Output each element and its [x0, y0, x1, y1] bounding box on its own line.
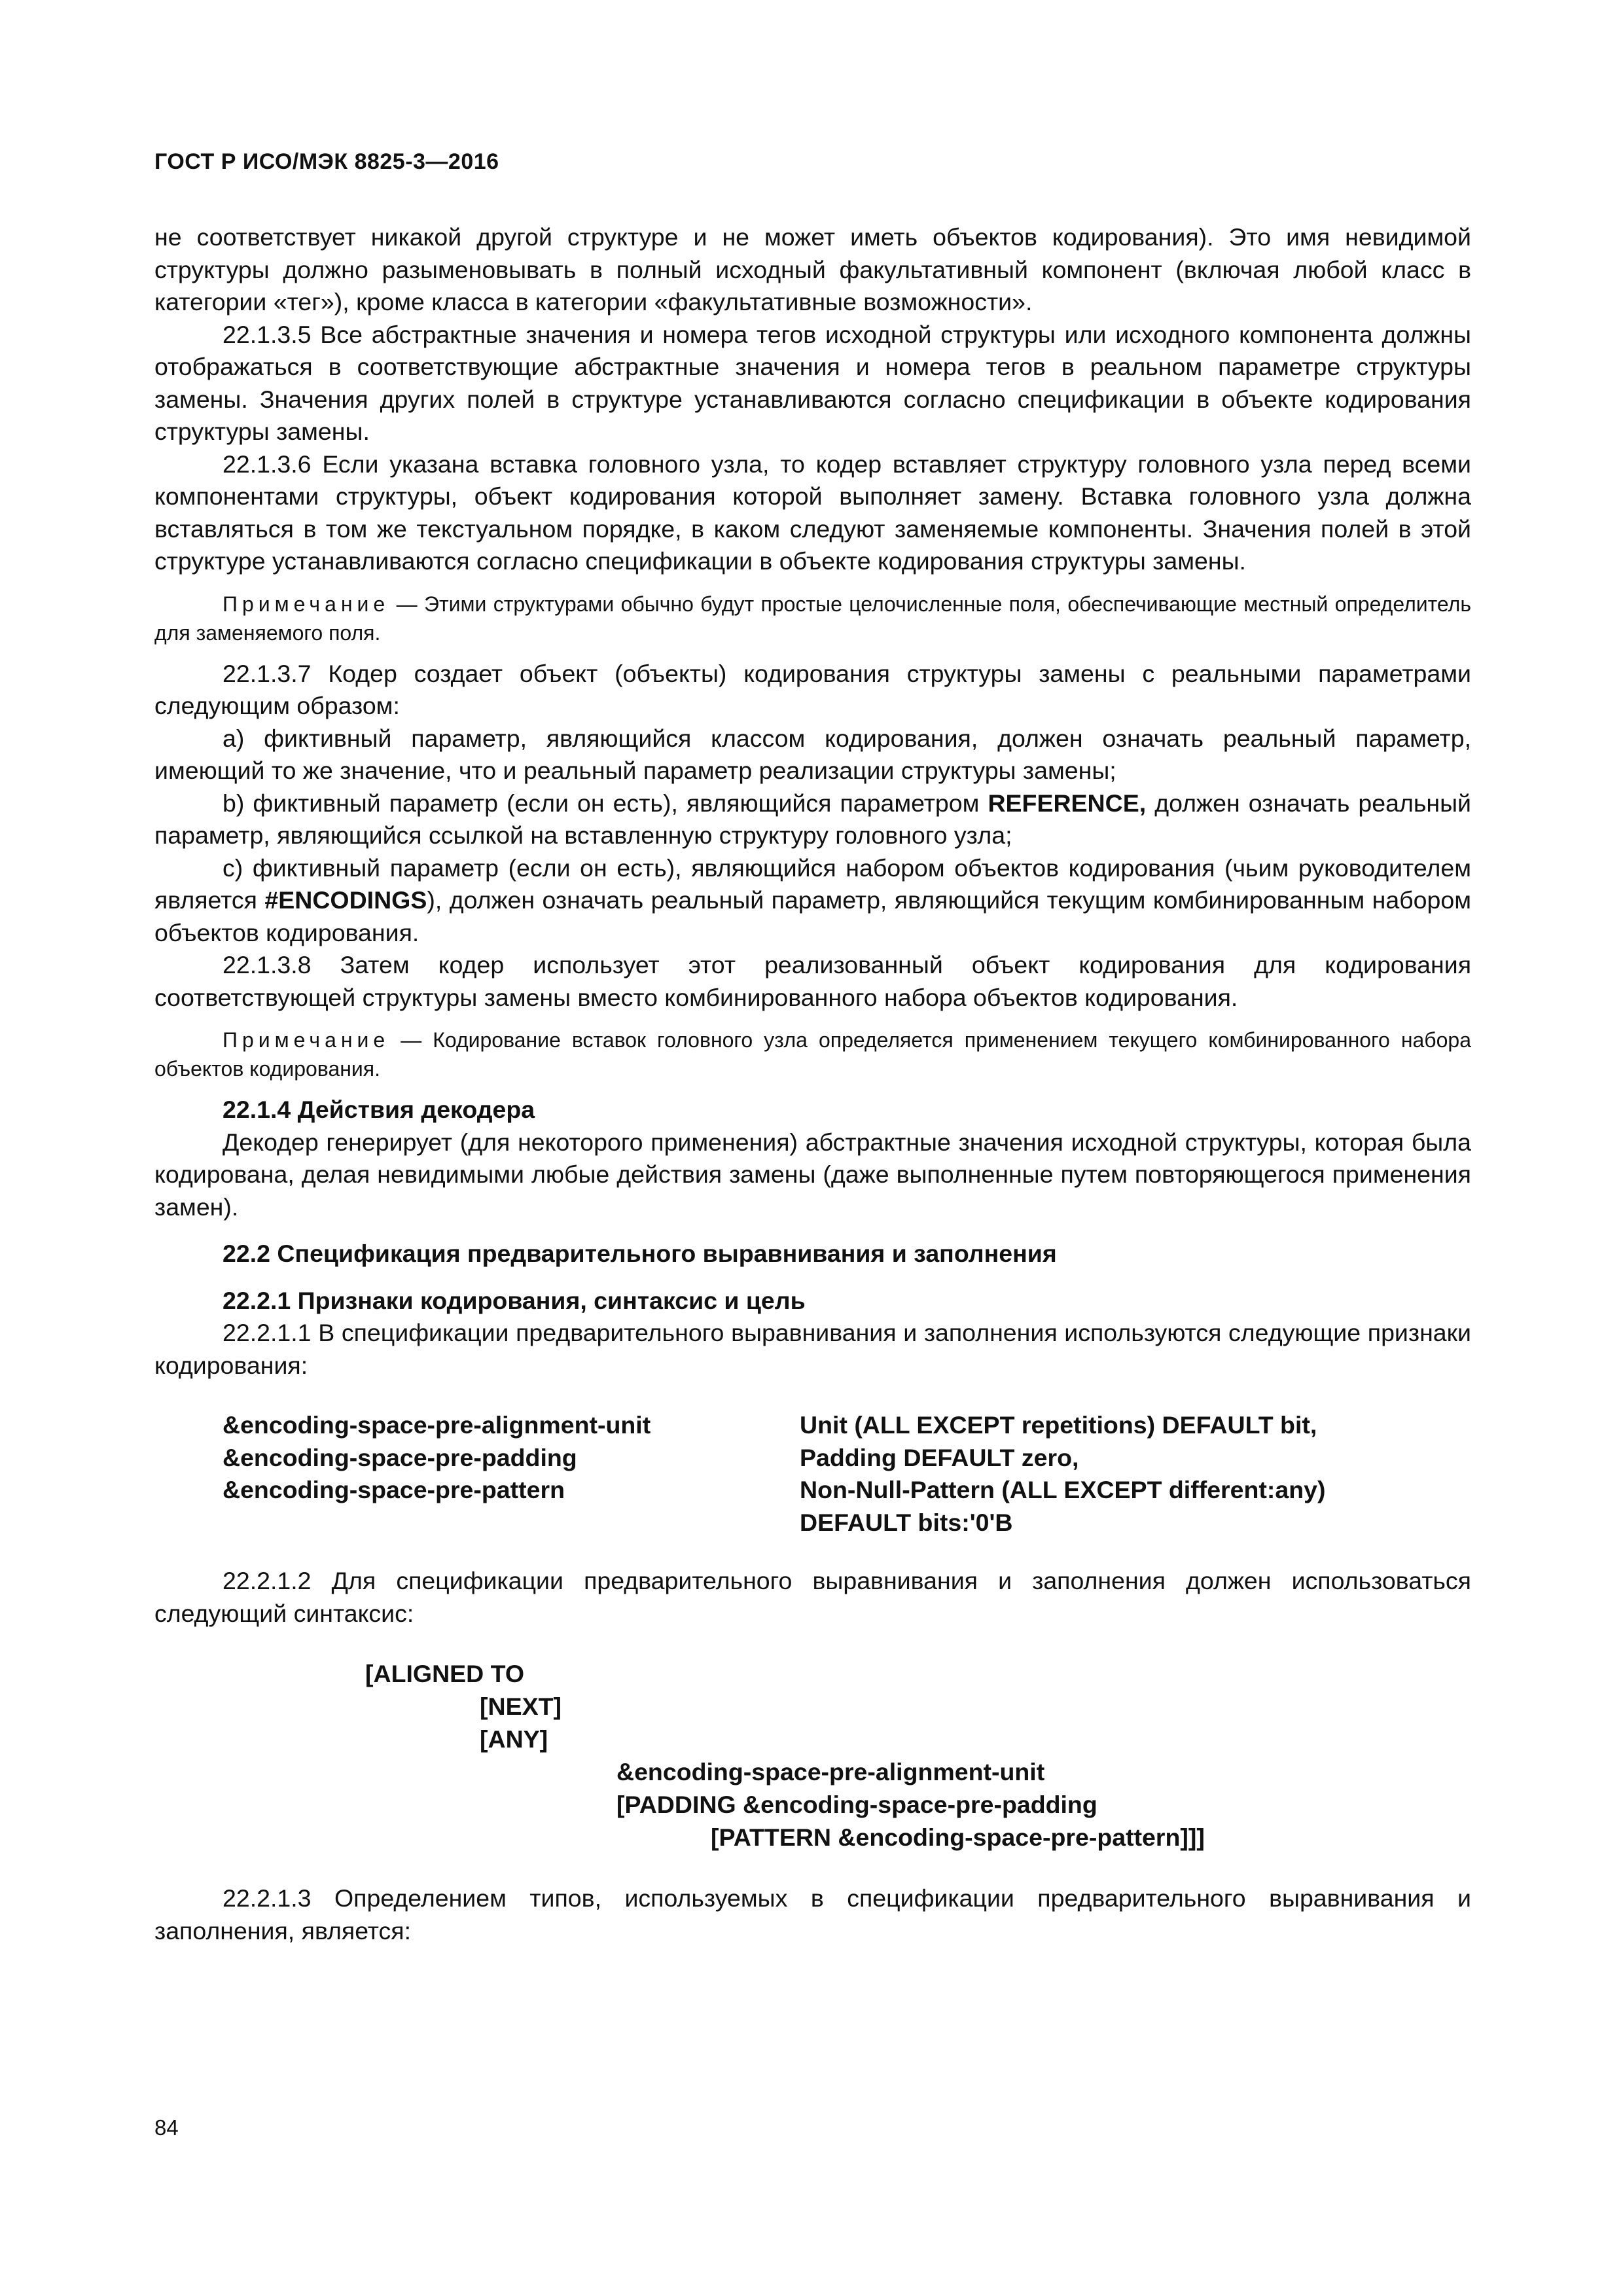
- syntax-line: [PADDING &encoding-space-pre-padding: [616, 1791, 1097, 1818]
- paragraph-22-1-3-8: 22.1.3.8 Затем кодер использует этот реализованный объект кодирования для кодирования соответствующей структуры замены вместо комбинированного набора объектов кодирования.: [154, 951, 1471, 1011]
- property-type: Non-Null-Pattern (ALL EXCEPT different:any): [800, 1476, 1326, 1503]
- list-item-c: [154, 852, 1471, 950]
- property-name: &encoding-space-pre-pattern: [223, 1476, 565, 1503]
- document-body: [154, 221, 1471, 1947]
- paragraph-22-2-1-2: 22.2.1.2 Для спецификации предварительного выравнивания и заполнения должен использоваться следующий синтаксис:: [154, 1567, 1471, 1627]
- list-item-b-text-2: должен означать реальный параметр, являющийся ссылкой на вставленную структуру головного узла;: [154, 789, 1471, 849]
- paragraph-22-1-3-5: 22.1.3.5 Все абстрактные значения и номера тегов исходной структуры или исходного компонента должны отображаться в соответствующие абстрактные значения и номера тегов в реальном параметре структуры замены. Значения других полей в структуре устанавливаются согласно спецификации в объекте кодирования структуры замены.: [154, 320, 1471, 445]
- note-1-label: Примечание: [223, 592, 390, 616]
- note-2-label: Примечание: [223, 1028, 390, 1052]
- paragraph-22-1-3-7: 22.1.3.7 Кодер создает объект (объекты) кодирования структуры замены с реальными параметрами следующим образом:: [154, 659, 1471, 719]
- heading-22-2: 22.2 Спецификация предварительного выравнивания и заполнения: [223, 1240, 1057, 1267]
- note-2-text: — Кодирование вставок головного узла определяется применением текущего комбинированного набора объектов кодирования.: [154, 1028, 1471, 1081]
- syntax-line: [ALIGNED TO: [365, 1660, 525, 1687]
- syntax-line: [NEXT]: [480, 1693, 562, 1720]
- property-name: [223, 1507, 800, 1539]
- syntax-line: [PATTERN &encoding-space-pre-pattern]]]: [711, 1823, 1205, 1851]
- document-header-title: ГОСТ Р ИСО/МЭК 8825-3—2016: [154, 149, 499, 174]
- list-item-c-text-2: ), должен означать реальный параметр, являющийся текущим комбинированным набором объектов кодирования.: [154, 886, 1471, 946]
- note-1: [154, 590, 1471, 647]
- note-1-text: — Этими структурами обычно будут простые целочисленные поля, обеспечивающие местный определитель для заменяемого поля.: [154, 592, 1471, 645]
- heading-22-1-4: 22.1.4 Действия декодера: [223, 1096, 535, 1123]
- list-item-c-text-1: с) фиктивный параметр (если он есть), являющийся набором объектов кодирования (чьим руководителем является: [154, 853, 1471, 914]
- property-type: DEFAULT bits:'0'B: [800, 1508, 1013, 1536]
- list-item-b-text-1: b) фиктивный параметр (если он есть), являющийся параметром: [223, 789, 988, 817]
- list-item-b: [154, 787, 1471, 852]
- syntax-line: [ANY]: [480, 1725, 548, 1753]
- encoding-properties-table: [223, 1409, 1471, 1539]
- list-item-a: а) фиктивный параметр, являющийся классом кодирования, должен означать реальный параметр, имеющий то же значение, что и реальный параметр реализации структуры замены;: [154, 724, 1471, 784]
- property-type: Unit (ALL EXCEPT repetitions) DEFAULT bit,: [800, 1411, 1317, 1439]
- note-2: [154, 1026, 1471, 1083]
- property-name: &encoding-space-pre-alignment-unit: [223, 1411, 651, 1439]
- paragraph-22-1-3-6: 22.1.3.6 Если указана вставка головного узла, то кодер вставляет структуру головного узла перед всеми компонентами структуры, объект кодирования которой выполняет замену. Вставка головного узла должна вставляться в том же текстуальном порядке, в каком следуют заменяемые компоненты. Значения полей в этой структуре устанавливаются согласно спецификации в объекте кодирования структуры замены.: [154, 450, 1471, 575]
- paragraph-decoder: Декодер генерирует (для некоторого применения) абстрактные значения исходной структуры, которая была кодирована, делая невидимыми любые действия замены (даже выполненные путем повторяющегося применения замен).: [154, 1128, 1471, 1221]
- property-type: Padding DEFAULT zero,: [800, 1443, 1079, 1471]
- reference-keyword: REFERENCE,: [988, 789, 1147, 817]
- syntax-block: [154, 1657, 1471, 1854]
- page-number: 84: [154, 2115, 179, 2140]
- paragraph-continuation: не соответствует никакой другой структуре и не может иметь объектов кодирования). Это имя невидимой структуры должно разыменовывать в полный исходный факультативный компонент (включая любой класс в категории «тег»), кроме класса в категории «факультативные возможности».: [154, 223, 1471, 315]
- heading-22-2-1: 22.2.1 Признаки кодирования, синтаксис и цель: [223, 1286, 806, 1314]
- encodings-keyword: #ENCODINGS: [264, 886, 427, 914]
- paragraph-22-2-1-3: 22.2.1.3 Определением типов, используемых в спецификации предварительного выравнивания и заполнения, является:: [154, 1884, 1471, 1945]
- paragraph-22-2-1-1: 22.2.1.1 В спецификации предварительного выравнивания и заполнения используются следующие признаки кодирования:: [154, 1319, 1471, 1379]
- syntax-line: &encoding-space-pre-alignment-unit: [616, 1758, 1045, 1785]
- property-name: &encoding-space-pre-padding: [223, 1443, 577, 1471]
